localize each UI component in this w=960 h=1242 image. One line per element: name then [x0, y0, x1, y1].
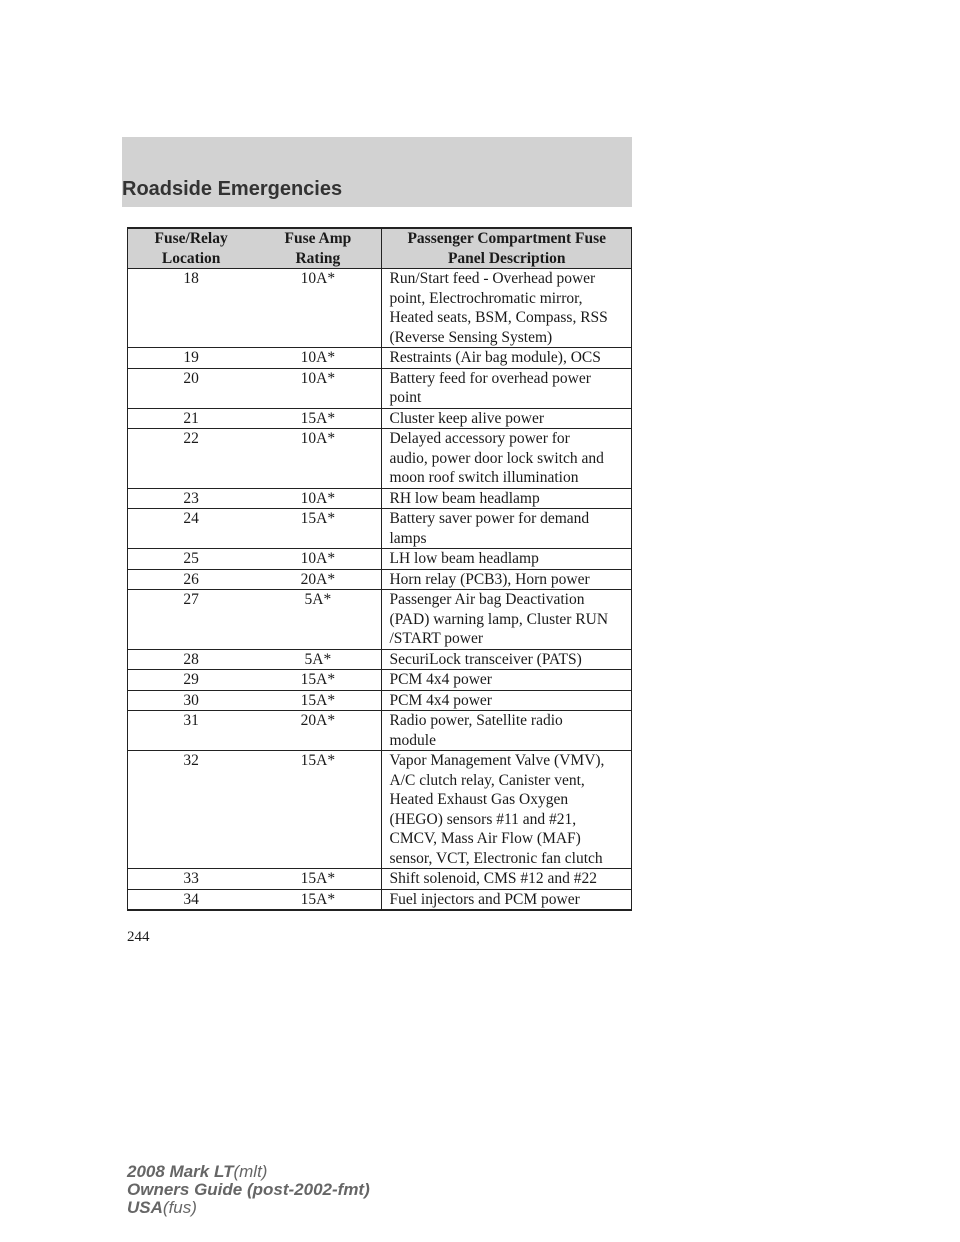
fuse-description-cell: [382, 569, 632, 590]
fuse-rating-cell: 20A*: [254, 569, 382, 590]
description-line: Vapor Management Valve (VMV),: [389, 752, 605, 769]
table-row: [128, 889, 632, 910]
footer-market: USA: [127, 1198, 163, 1217]
footer-market-code: (fus): [162, 1198, 197, 1217]
description-line: Restraints (Air bag module), OCS: [389, 349, 601, 366]
fuse-description-cell: [382, 549, 632, 570]
fuse-description-cell: [382, 408, 632, 429]
description-line: point: [389, 389, 422, 406]
fuse-description-cell: [382, 889, 632, 910]
table-row: [128, 569, 632, 590]
table-row: [128, 869, 632, 890]
footer-line-3: [127, 1199, 370, 1217]
fuse-location-cell: 31: [128, 711, 255, 751]
fuse-table-body: [128, 269, 632, 911]
table-row: [128, 690, 632, 711]
fuse-description-cell: [382, 670, 632, 691]
fuse-rating-cell: 15A*: [254, 869, 382, 890]
fuse-description-cell: [382, 751, 632, 869]
fuse-location-cell: 19: [128, 348, 255, 369]
description-line: SecuriLock transceiver (PATS): [389, 650, 582, 668]
description-line: Radio power, Satellite radio: [389, 712, 563, 729]
fuse-description-cell: [382, 509, 632, 549]
table-row: [128, 429, 632, 489]
fuse-rating-cell: 10A*: [254, 368, 382, 408]
description-line: /START power: [389, 630, 484, 647]
fuse-location-cell: 18: [128, 269, 255, 348]
footer-model: 2008 Mark LT: [127, 1162, 234, 1181]
fuse-rating-cell: 15A*: [254, 509, 382, 549]
fuse-description-cell: [382, 690, 632, 711]
table-row: [128, 348, 632, 369]
fuse-description-cell: [382, 348, 632, 369]
fuse-rating-cell: 15A*: [254, 690, 382, 711]
description-line: (PAD) warning lamp, Cluster RUN: [389, 610, 609, 628]
fuse-location-cell: 24: [128, 509, 255, 549]
description-line: Horn relay (PCB3), Horn power: [389, 570, 590, 588]
description-line: CMCV, Mass Air Flow (MAF): [389, 830, 581, 847]
fuse-rating-cell: 10A*: [254, 269, 382, 348]
table-row: [128, 649, 632, 670]
fuse-location-cell: 21: [128, 408, 255, 429]
description-line: Battery feed for overhead power: [389, 369, 591, 387]
footer-guide: Owners Guide (post-2002-fmt): [127, 1180, 370, 1199]
fuse-location-cell: 29: [128, 670, 255, 691]
fuse-rating-cell: 20A*: [254, 711, 382, 751]
description-line: sensor, VCT, Electronic fan clutch: [389, 849, 603, 867]
fuse-rating-cell: 10A*: [254, 549, 382, 570]
fuse-rating-cell: 15A*: [254, 751, 382, 869]
fuse-description-cell: [382, 711, 632, 751]
description-line: Heated seats, BSM, Compass, RSS: [389, 309, 608, 326]
section-title: Roadside Emergencies: [122, 178, 343, 200]
description-line: moon roof switch illumination: [389, 469, 579, 486]
description-line: module: [389, 731, 436, 749]
fuse-location-cell: 22: [128, 429, 255, 489]
table-row: [128, 590, 632, 650]
description-line: A/C clutch relay, Canister vent,: [389, 771, 585, 789]
fuse-rating-cell: 5A*: [254, 649, 382, 670]
table-row: [128, 488, 632, 509]
footer-line-2: [127, 1181, 370, 1199]
table-row: [128, 711, 632, 751]
fuse-location-cell: 32: [128, 751, 255, 869]
description-line: Fuel injectors and PCM power: [389, 890, 580, 908]
header-description: Passenger Compartment Fuse Panel Description: [382, 228, 632, 269]
table-row: [128, 549, 632, 570]
description-line: Run/Start feed - Overhead power: [389, 270, 596, 287]
fuse-location-cell: 26: [128, 569, 255, 590]
description-line: Battery saver power for demand: [389, 510, 590, 527]
table-row: [128, 509, 632, 549]
description-line: PCM 4x4 power: [389, 671, 492, 688]
fuse-rating-cell: 10A*: [254, 348, 382, 369]
fuse-location-cell: 27: [128, 590, 255, 650]
fuse-rating-cell: 15A*: [254, 408, 382, 429]
fuse-location-cell: 20: [128, 368, 255, 408]
section-header: [122, 137, 632, 207]
fuse-table: [127, 227, 632, 911]
fuse-location-cell: 25: [128, 549, 255, 570]
fuse-description-cell: [382, 869, 632, 890]
description-line: point, Electrochromatic mirror,: [389, 289, 583, 307]
fuse-description-cell: [382, 269, 632, 348]
description-line: Delayed accessory power for: [389, 430, 570, 447]
footer-line-1: [127, 1163, 370, 1181]
description-line: PCM 4x4 power: [389, 691, 492, 709]
footer: [127, 1163, 370, 1217]
table-row: [128, 751, 632, 869]
fuse-location-cell: 34: [128, 889, 255, 910]
fuse-location-cell: 30: [128, 690, 255, 711]
header-location: Fuse/Relay Location: [128, 228, 255, 269]
header-rating: Fuse Amp Rating: [254, 228, 382, 269]
page-number: 244: [127, 929, 150, 945]
fuse-description-cell: [382, 429, 632, 489]
fuse-rating-cell: 10A*: [254, 429, 382, 489]
description-line: RH low beam headlamp: [389, 489, 540, 507]
fuse-description-cell: [382, 649, 632, 670]
description-line: Passenger Air bag Deactivation: [389, 591, 585, 608]
table-row: [128, 670, 632, 691]
table-header-row: [128, 228, 632, 269]
table-row: [128, 408, 632, 429]
fuse-description-cell: [382, 488, 632, 509]
table-row: [128, 368, 632, 408]
fuse-location-cell: 28: [128, 649, 255, 670]
description-line: Heated Exhaust Gas Oxygen: [389, 791, 569, 808]
fuse-location-cell: 33: [128, 869, 255, 890]
description-line: (Reverse Sensing System): [389, 328, 553, 346]
description-line: audio, power door lock switch and: [389, 449, 604, 467]
table-row: [128, 269, 632, 348]
description-line: lamps: [389, 529, 427, 547]
fuse-description-cell: [382, 368, 632, 408]
fuse-rating-cell: 10A*: [254, 488, 382, 509]
description-line: Cluster keep alive power: [389, 409, 544, 427]
footer-model-code: (mlt): [233, 1162, 268, 1181]
description-line: Shift solenoid, CMS #12 and #22: [389, 870, 598, 887]
fuse-rating-cell: 15A*: [254, 670, 382, 691]
fuse-location-cell: 23: [128, 488, 255, 509]
description-line: (HEGO) sensors #11 and #21,: [389, 810, 577, 828]
description-line: LH low beam headlamp: [389, 550, 539, 567]
fuse-description-cell: [382, 590, 632, 650]
fuse-rating-cell: 15A*: [254, 889, 382, 910]
fuse-rating-cell: 5A*: [254, 590, 382, 650]
